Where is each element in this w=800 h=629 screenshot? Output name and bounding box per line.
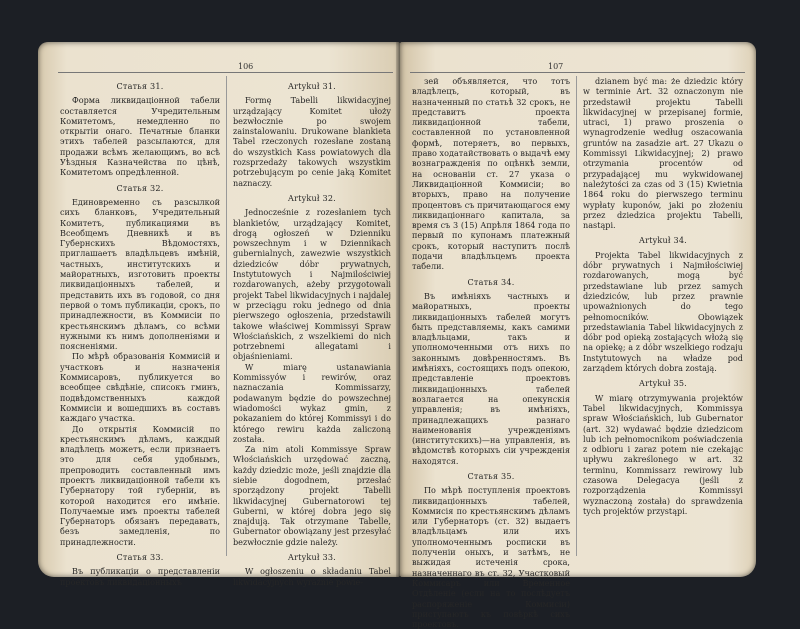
article-heading: Artykuł 33.	[288, 552, 336, 563]
column-divider	[576, 76, 577, 556]
paragraph: dzianem być ma: że dziedzic który w terminie Art. 32 oznaczonym nie przedstawił projektu Tabelli likwidacyjnej w przepisanej formie, utraci, 1) prawo proszenia o wynagrodzenie według oszacowania gruntów na zasadzie art. 27 Ukazu o Kommissyi Likwidacyjnej; 2) prawo otrzymania procentów od przypadającej mu wykwidowanej należytości za czas od 3 (15) Kwietnia 1864 roku do pierwszego terminu wypłaty kuponów, jaki po złożeniu przez dziedzica projektu Tabelli, nastąpi.	[583, 76, 743, 231]
header-rule	[410, 72, 745, 73]
page-number: 107	[548, 62, 564, 71]
paragraph: Jednocześnie z rozesłaniem tych blankietów, urządzający Komitet, drogą ogłoszeń w Dzienniku powszechnym i w Dziennikach gubernialnych, zawezwie wszystkich dziedziców dóbr prywatnych, Instytutowych i Najmilościwiej rozdarowanych, ażeby przygotowali projekt Tabel likwidacyjnych i najdalej w przeciągu roku jednego od dnia pierwszego ogłoszenia, przedstawili takowe właściwej Kommissyi Spraw Włościańskich, z wszelkiemi do nich potrzebnemi allegatami i objaśnieniami.	[233, 207, 391, 362]
header-rule	[58, 72, 393, 73]
page-number: 106	[238, 62, 254, 71]
polish-column	[583, 76, 743, 566]
paragraph: Formę Tabelli likwidacyjnej urządzający Komitet ułoży bezwłocznie po swojem zainstalowaniu. Drukowane blankieta Tabel rzeczonych rozesłane zostaną do wszystkich Kass powiatowych dla rozsprzedaży takowych wszystkim potrzebującym po cenie jaką Komitet naznaczy.	[233, 95, 391, 188]
paragraph: W ogłoszeniu o składaniu Tabel likwidacyjnych wyraźnie powie-	[233, 566, 391, 587]
paragraph: Projekta Tabel likwidacyjnych z dóbr prywatnych i Najmiłościwiej rozdarowanych, mogą być przedstawiane lub przez samych dziedziców, lub przez prawnie upoważnionych do tego pełnomocników. Obowiązek przedstawiania Tabel likwidacyjnych z dóbr pod opieką zostających włożą się na opiekę; a z dóbr wszelkiego rodzaju Instytutowych na władze pod zarządem których dobra zostają.	[583, 249, 743, 374]
polish-column	[233, 76, 391, 587]
russian-column	[60, 76, 220, 587]
article-heading: Artykuł 35.	[639, 378, 687, 389]
russian-column	[412, 76, 570, 629]
paragraph: Въ публикаціи о представленіи проектовъ ликвидаціонныхъ	[60, 566, 220, 587]
paragraph: До открытія Коммисій по крестьянскимъ дѣламъ, каждый владѣлецъ можетъ, если признаетъ это для себя удобнымъ, препроводить составленный имъ проектъ ликвидаціонной табели къ Губернатору той губерніи, въ которой находится его имѣніе. Получаемые имъ проекты табелей Губернаторъ обязанъ передавать, безъ замедленія, по принадлежности.	[60, 423, 220, 547]
paragraph: Единовременно съ разсылкой сихъ бланковъ, Учредительный Комитетъ, публикациями въ Всеобщемъ Дневникѣ и въ Губернскихъ Вѣдомостяхъ, приглашаетъ владѣльцевъ имѣній, частныхъ, институтскихъ и майоратныхъ, изготовить проекты ликвидаціонныхъ табелей, и представить ихъ въ годовой, со дня первой о томъ публикаціи, срокъ, по принадлежности, въ Коммисіи по крестьянскимъ дѣламъ, со всѣми нужными къ нимъ дополненіями и поясненіями.	[60, 196, 220, 352]
paragraph: W miarę otrzymywania projektów Tabel likwidacyjnych, Kommissya spraw Włościańskich, lub Gubernator (art. 32) wydawać będzie dziedzicom lub ich pełnomocnikom poświadczenia z odbioru i zaraz potem nie czekając upływu zakreślonego w art. 32 terminu, Kommissarz rewirowy lub czasowa Delegacya (jeśli z rozporządzenia Kommissyi wyznaczoną została) do sprawdzenia tych projektów przystąpi.	[583, 392, 743, 516]
article-heading: Artykuł 34.	[639, 235, 687, 246]
paragraph: W miarę ustanawiania Kommissyów i rewirów, oraz naznaczania Kommissarzy, podawanym będzie do powszechnej wiadomości wykaz gmin, z pokazaniem do której Kommissyi i do którego rewiru każda zaliczoną została.	[233, 361, 391, 444]
left-page	[38, 42, 400, 587]
article-heading: Artykuł 31.	[288, 81, 336, 91]
article-heading: Статья 31.	[116, 81, 164, 91]
paragraph: По мѣрѣ образованія Коммисій и участковъ и назначенія Коммисаровъ, публикуется во всеобщее свѣдѣніе, списокъ гминъ, подвѣдомственныхъ каждой Коммисіи и вошедшихъ въ составъ каждаго участка.	[60, 351, 220, 424]
right-page	[400, 42, 756, 629]
article-heading: Статья 32.	[116, 182, 164, 193]
paragraph: Za nim atoli Kommissye Spraw Włościańskich urzędować zaczną, każdy dziedzic może, jeśli znajdzie dla siebie dogodnem, przesłać sporządzony projekt Tabelli likwidacyjnej Gubernatorowi tej Guberni, w której dobra jego się znajdują. Tak otrzymane Tabelle, Gubernator obowiązany jest przesyłać bezwłocznie gdzie należy.	[233, 444, 391, 547]
article-heading: Статья 34.	[467, 276, 515, 287]
article-heading: Статья 35.	[467, 470, 515, 481]
paragraph: По мѣрѣ поступленія проектовъ ликвидаціонныхъ табелей, Коммисія по крестьянскимъ дѣламъ или Губернаторъ (ст. 32) выдаетъ владѣльцамъ или ихъ уполномоченнымъ росписки въ полученіи оныхъ, и затѣмъ, не выжидая истеченія срока, назначеннаго въ ст. 32, Участковый Коммисаръ или Временное Отдѣленіе (если на то послѣдуетъ распоряженіе Коммисіи) приступаютъ къ повѣркѣ сихъ проектовъ.	[412, 485, 570, 629]
column-divider	[226, 76, 227, 556]
paragraph: зей объявляется, что тотъ владѣлецъ, который, въ назначенный по статьѣ 32 срокъ, не представитъ проекта ликвидаціонной табели, составленной по установленной формѣ, потеряетъ, во первыхъ, право ходатайствовать о выдачѣ ему вознагражденія по оцѣнкѣ земли, на основаніи ст. 27 указа о Ликвидаціонной Коммисіи; во вторыхъ, право на получение процентовъ съ причитающагося ему ликвидаціоннаго капитала, за время съ 3 (15) Апрѣля 1864 года по первый по купонамъ платежный срокъ, который наступитъ послѣ подачи владѣльцемъ проекта табели.	[412, 76, 570, 272]
open-book	[38, 42, 756, 629]
article-heading: Artykuł 32.	[288, 192, 336, 203]
paragraph: Форма ликвидаціонной табели составляется Учредительным Комитетомъ, немедленно по открытіи онаго. Печатные бланки этихъ табелей разсылаются, для продажи всѣмъ желающимъ, во всѣ Уѣздныя Казначейства по цѣнѣ, Комитетомъ опредѣленной.	[60, 95, 220, 178]
paragraph: Въ имѣніяхъ частныхъ и майоратныхъ, проекты ликвидаціонныхъ табелей могутъ быть представляемы, какъ самими владѣльцами, такъ и уполномоченными отъ нихъ по законнымъ довѣренностямъ. Въ имѣніяхъ, состоящихъ подъ опекою, представленіе проектовъ ликвидаціонныхъ табелей возлагается на опекунскія управленія; въ имѣніяхъ, принадлежащихъ разнаго наименованія учрежденіямъ (институтскихъ)—на управленія, въ вѣдомствѣ которыхъ сіи учрежденія находятся.	[412, 290, 570, 466]
article-heading: Статья 33.	[116, 552, 164, 563]
